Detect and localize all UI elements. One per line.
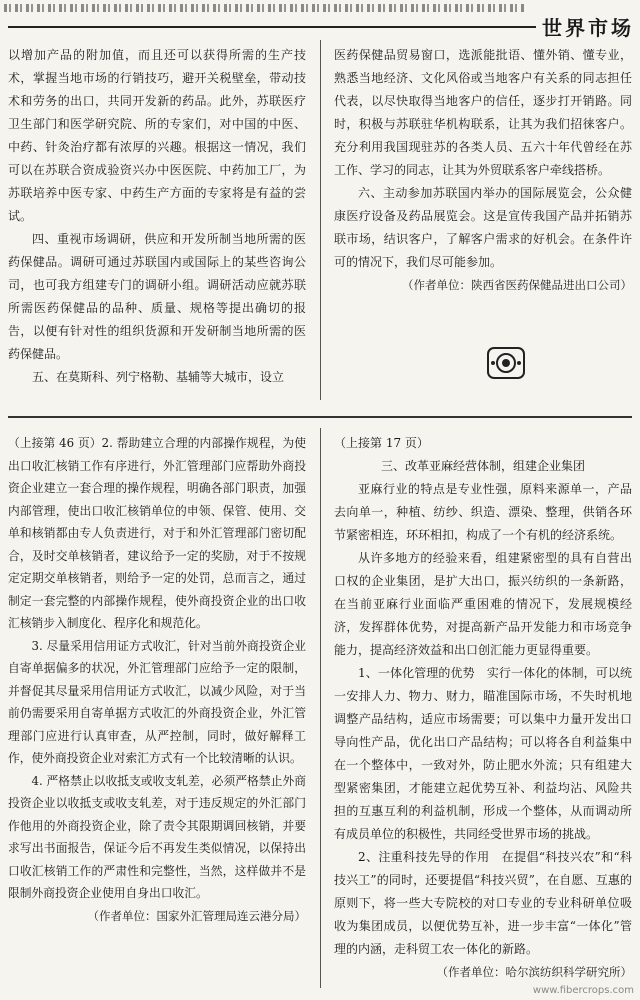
top-left-column	[8, 44, 306, 389]
bottom-left-column	[8, 432, 306, 927]
paragraph: 2、注重科技先导的作用 在提倡“科技兴农”和“科技兴工”的同时，还要提倡“科技兴贸”，在自愿、互惠的原则下，将一些大专院校的对口专业的专业科研单位吸收为集团成员，以便优势互补，进一步丰富“一体化”管理的内涵，走科贸工农一体化的新路。	[334, 850, 632, 956]
paragraph: 从许多地方的经验来看，组建紧密型的具有自营出口权的企业集团，是扩大出口，振兴纺织的一条新路，在当前亚麻行业面临严重困难的情况下，发展规模经济，发挥群体优势，对提高新产品开发能力和市场竞争能力，提高经济效益和出口创汇能力更显得重要。	[334, 551, 632, 657]
watermark: www.fibercrops.com	[532, 985, 634, 996]
section-heading: 三、改革亚麻经营体制，组建企业集团	[380, 459, 585, 473]
paragraph: 六、主动参加苏联国内举办的国际展览会，公众健康医疗设备及药品展览会。这是宣传我国产品并拓销苏联市场，结识客户，了解客户需求的好机会。在条件许可的情况下，我们尽可能参加。	[334, 186, 632, 269]
paragraph: 亚麻行业的特点是专业性强，原料来源单一，产品去向单一，种植、纺纱、织造、漂染、整理，供销各环节紧密相连，环环相扣，构成了一个有机的经济系统。	[334, 482, 632, 542]
ornament-icon	[486, 346, 526, 380]
paragraph: 3. 尽量采用信用证方式收汇，针对当前外商投资企业自寄单据偏多的状况，外汇管理部门应给予一定的限制，并督促其尽量采用信用证方式收汇，以减少风险，对于当前仍需要采用自寄单据方式收汇的外商投资企业，外汇管理部门应进行认真审查，从严控制，同时，做好解释工作，使外商投资企业对索汇方式有一个比较清晰的认识。	[8, 638, 306, 765]
paragraph: （上接第 46 页）2. 帮助建立合理的内部操作规程，为使出口收汇核销工作有序进行，外汇管理部门应帮助外商投资企业建立一套合理的操作规程，明确各部门职责，加强内部管理，使出口收汇核销单位的申领、保管、使用、交单和核销都由专人负责进行，对于和外汇管理部门密切配合，及时交单核销者，建议给予一定的奖励，对于不按规定定期交单核销者，则给予一定的处罚，总而言之，通过制定一套完整的内部操作规程，使外商投资企业的出口收汇核销步入制度化、程序化和规范化。	[8, 436, 306, 630]
bottom-right-column	[334, 432, 632, 984]
column-divider-bottom	[320, 428, 321, 988]
paragraph: 四、重视市场调研，供应和开发所制当地所需的医药保健品。调研可通过苏联国内或国际上的某些咨询公司，也可我方组建专门的调研小组。调研活动应就苏联所需医药保健品的品种、质量、规格等提出确切的报告，以便有针对性的组织货源和开发研制当地所需的医药保健品。	[8, 232, 306, 361]
author-affiliation: （作者单位：国家外汇管理局连云港分局）	[87, 908, 306, 923]
paragraph: 五、在莫斯科、列宁格勒、基辅等大城市，设立	[32, 370, 285, 384]
continued-from: （上接第 17 页）	[334, 436, 429, 450]
author-affiliation: （作者单位：陕西省医药保健品进出口公司）	[402, 278, 632, 292]
author-affiliation: （作者单位：哈尔滨纺织科学研究所）	[436, 965, 632, 979]
header-rule	[8, 26, 536, 28]
header-garbled-strip	[4, 4, 524, 12]
section-divider	[8, 416, 632, 418]
paragraph: 1、一体化管理的优势 实行一体化的体制，可以统一安排人力、物力、财力，瞄准国际市场，不失时机地调整产品结构，适应市场需要；可以集中力量开发出口导向性产品，优化出口产品结构；可以将各自利益集中在一个整体中，一致对外，防止肥水外流；只有组建大型紧密集团，才能建立起优势互补、利益均沾、风险共担的互惠互利的利益机制，形成一个整体，从而调动所有成员单位的积极性，共同经受世界市场的挑战。	[334, 666, 632, 841]
paragraph: 以增加产品的附加值，而且还可以获得所需的生产技术，掌握当地市场的行销技巧，避开关税壁垒，带动技术和劳务的出口，共同开发新的药品。此外，苏联医疗卫生部门和医学研究院、所的专家们，对中国的中医、中药、针灸治疗都有浓厚的兴趣。根据这一情况，我们可以在苏联合资成验资兴办中医医院、中药加工厂，为苏联培养中医专家、中药生产方面的专家将是有益的尝试。	[8, 48, 306, 223]
column-divider-top	[320, 40, 321, 400]
top-right-column	[334, 44, 632, 297]
paragraph: 医药保健品贸易窗口，选派能批语、懂外销、懂专业，熟悉当地经济、文化风俗或当地客户有关系的同志担任代表，以尽快取得当地客户的信任，逐步打开销路。同时，积极与苏联驻华机构联系，让其为我们招徕客户。充分利用我国现驻苏的各类人员、五六十年代曾经在苏工作、学习的同志，让其为外贸联系客户牵线搭桥。	[334, 48, 632, 177]
page-header-title: 世界市场	[542, 16, 634, 40]
paragraph: 4. 严格禁止以收抵支或收支轧差，必须严格禁止外商投资企业以收抵支或收支轧差，对于违反规定的外汇部门作他用的外商投资企业，除了责令其限期调回核销，并要求写出书面报告，保证今后不再发生类似情况，以保持出口收汇核销工作的严肃性和完整性，当然，这样做并不是限制外商投资企业使用自身出口收汇。	[8, 773, 306, 900]
